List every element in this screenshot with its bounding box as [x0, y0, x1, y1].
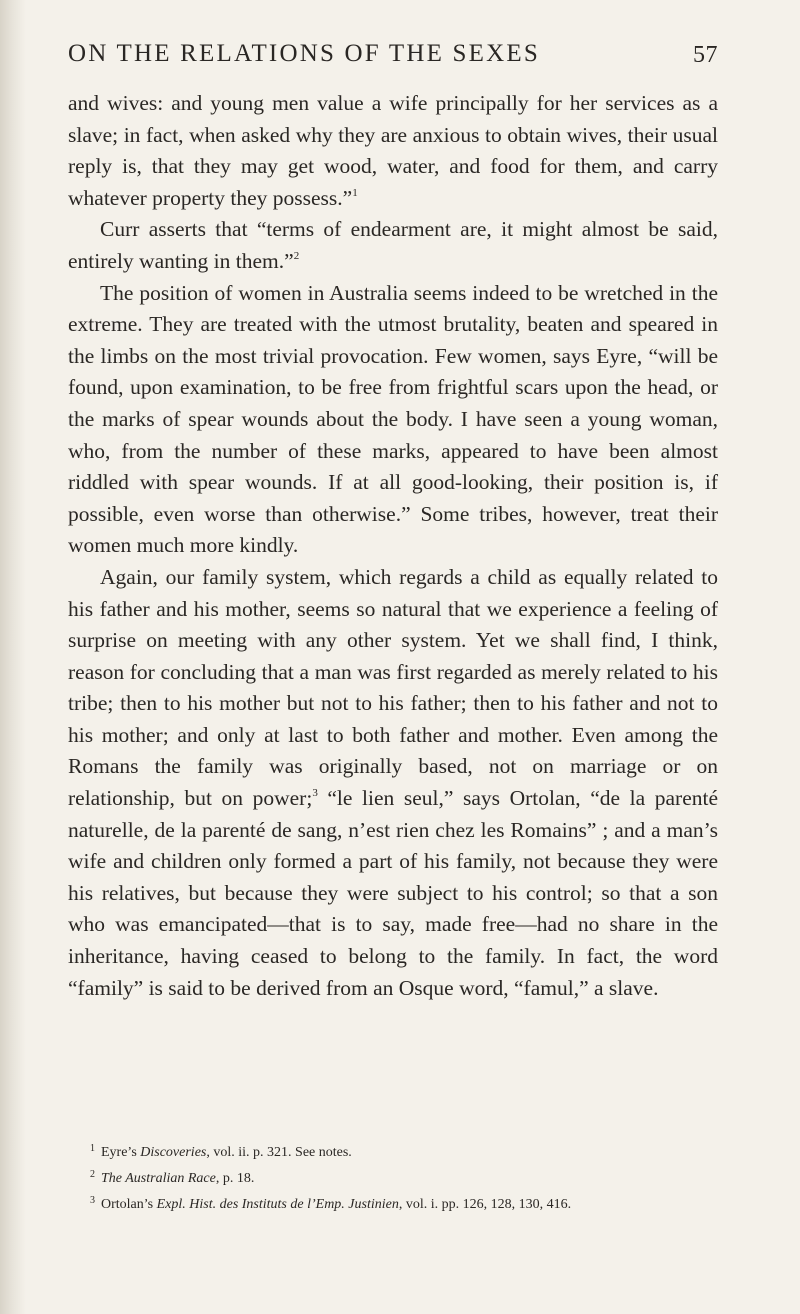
footnote-text: , vol. ii. p. 321. See notes.: [206, 1145, 352, 1160]
paragraph-text: Curr asserts that “terms of endearment are, it might almost be said, entirely wanting in them.”: [68, 217, 718, 273]
footnote-mark: 2: [90, 1169, 95, 1180]
footnote-mark: 3: [90, 1195, 95, 1206]
paragraph-text: and wives: and young men value a wife principally for her services as a slave; in fact, when asked why they are anxious to obtain wives, their usual reply is, that they may get wood, water, and food for them, and carry whatever property they possess.”: [68, 91, 718, 210]
page-number: 57: [693, 42, 718, 68]
footnote: [90, 1190, 730, 1216]
footnote-text: Ortolan’s: [101, 1197, 157, 1212]
footnote-mark: 1: [90, 1143, 95, 1154]
footnote-reference: 3: [312, 787, 318, 800]
paragraph: [68, 214, 718, 277]
page-gutter-shadow: [0, 0, 26, 1314]
footnote: [90, 1164, 730, 1190]
footnote-text: Eyre’s: [101, 1145, 141, 1160]
paragraph-text: Again, our family system, which regards a child as equally related to his father and his mother, seems so natural that we experience a feeling of surprise on meeting with any other system. Yet we shall find, I think, reason for concluding that a man was first regarded as merely related to his tribe; then to his mother but not to his father; then to his father and not to his mother; and only at last to both father and mother. Even among the Romans the family was originally based, not on marriage or on relationship, but on power;: [68, 564, 718, 811]
footnote-title: The Australian Race: [101, 1171, 216, 1186]
page-header: [68, 20, 718, 80]
footnote: [90, 1138, 730, 1164]
paragraph: [68, 88, 718, 214]
footnote-text: , p. 18.: [215, 1171, 255, 1186]
paragraph: [68, 562, 718, 1004]
paragraph-text: “le lien seul,” says Ortolan, “de la parenté naturelle, de la parenté de sang, n’est rien chez les Romains” ; and a man’s wife and children only formed a part of his family, not because they were his relatives, but because they were subject to his control; so that a son who was emancipated—that is to say, made free—had no share in the inheritance, having ceased to belong to the family. In fact, the word “family” is said to be derived from an Osque word, “famul,” a slave.: [68, 786, 718, 1000]
body-text: [68, 88, 718, 1004]
footnotes: [90, 1138, 730, 1216]
footnote-reference: 1: [352, 186, 358, 199]
running-head: ON THE RELATIONS OF THE SEXES: [68, 40, 540, 67]
footnote-text: , vol. i. pp. 126, 128, 130, 416.: [398, 1197, 572, 1212]
footnote-title: Expl. Hist. des Instituts de l’Emp. Justinien: [156, 1197, 399, 1212]
footnote-title: Discoveries: [140, 1145, 207, 1160]
paragraph: [68, 278, 718, 562]
paragraph-text: The position of women in Australia seems indeed to be wretched in the extreme. They are treated with the utmost brutality, beaten and speared in the limbs on the most trivial provocation. Few women, says Eyre, “will be found, upon examination, to be free from frightful scars upon the head, or the marks of spear wounds about the body. I have seen a young woman, who, from the number of these marks, appeared to have been almost riddled with spear wounds. If at all good-looking, their position is, if possible, even worse than otherwise.” Some tribes, however, treat their women much more kindly.: [68, 280, 718, 558]
footnote-reference: 2: [293, 249, 300, 262]
